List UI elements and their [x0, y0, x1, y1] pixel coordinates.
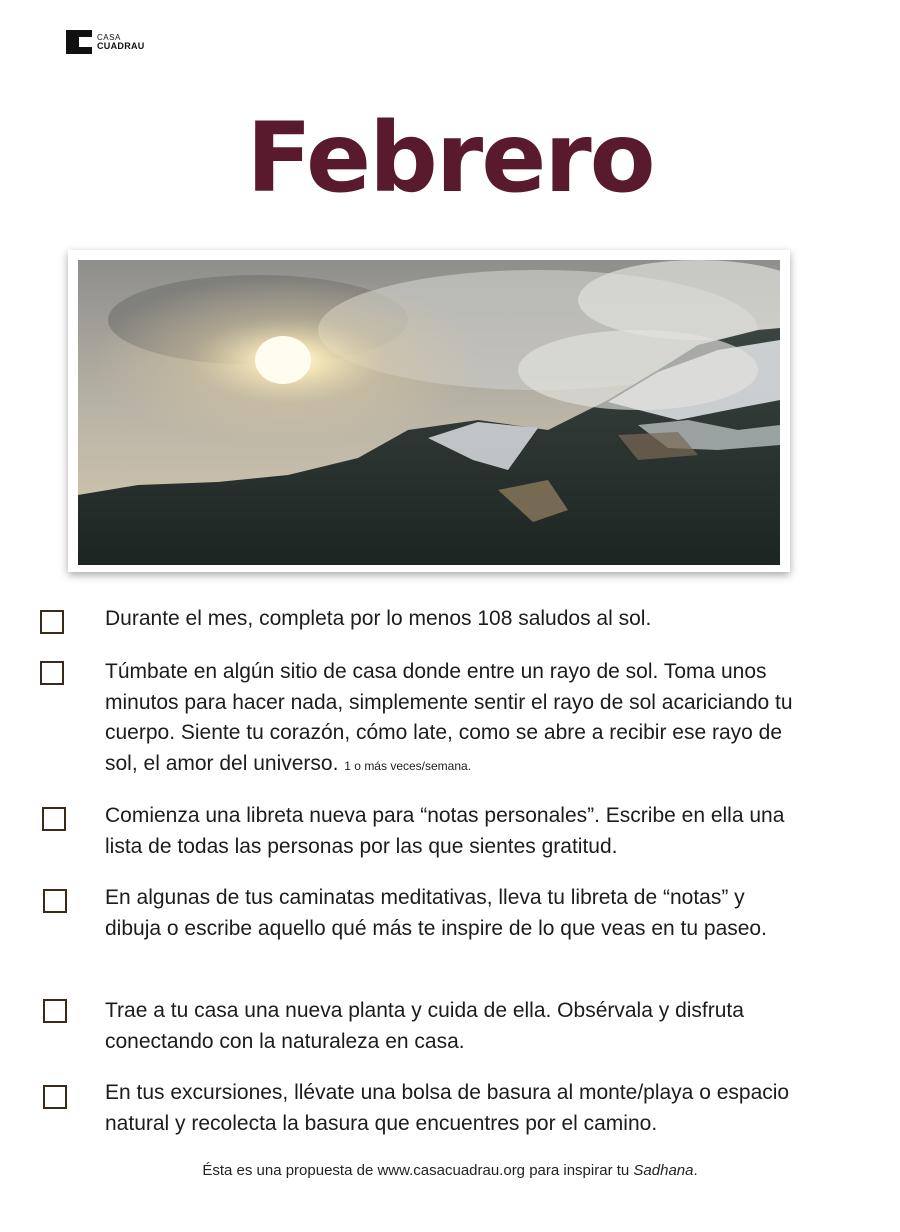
task-text: En algunas de tus caminatas meditativas, lleva tu libreta de “notas” y dibuja o escribe aquello qué más te inspire de lo que veas en tu paseo. [105, 886, 767, 940]
task-text: Comienza una libreta nueva para “notas personales”. Escribe en ella una lista de todas las personas por las que sientes gratitud. [105, 804, 785, 858]
task-text: Durante el mes, completa por lo menos 108 saludos al sol. [105, 607, 652, 630]
logo-text-line1: CASA [97, 33, 121, 42]
mountain-photo [78, 260, 780, 565]
task-checkbox[interactable] [40, 661, 64, 685]
logo-text-line2: CUADRAU [97, 41, 145, 51]
logo-mark-icon [66, 30, 92, 54]
brand-logo [66, 30, 145, 54]
task-text: Túmbate en algún sitio de casa donde entre un rayo de sol. Toma unos minutos para hacer nada, simplemente sentir el rayo de sol acariciando tu cuerpo. Siente tu corazón, cómo late, como se abre a recibir ese rayo de sol, el amor del universo. 1 o más veces/semana. [105, 660, 793, 775]
task-text: En tus excursiones, llévate una bolsa de basura al monte/playa o espacio natural y recolecta la basura que encuentres por el camino. [105, 1081, 790, 1135]
task-frequency-note: 1 o más veces/semana. [344, 758, 472, 773]
footer-note: Ésta es una propuesta de www.casacuadrau.org para inspirar tu Sadhana. [202, 1162, 698, 1179]
page-title: Febrero [246, 102, 654, 214]
task-text: Trae a tu casa una nueva planta y cuida de ella. Obsérvala y disfruta conectando con la naturaleza en casa. [105, 999, 744, 1053]
task-checkbox[interactable] [42, 807, 66, 831]
task-checkbox[interactable] [40, 610, 64, 634]
footer-emphasis: Sadhana [633, 1162, 694, 1179]
task-checkbox[interactable] [43, 1085, 67, 1109]
photo-frame [68, 250, 790, 572]
task-checkbox[interactable] [43, 889, 67, 913]
task-checkbox[interactable] [43, 999, 67, 1023]
